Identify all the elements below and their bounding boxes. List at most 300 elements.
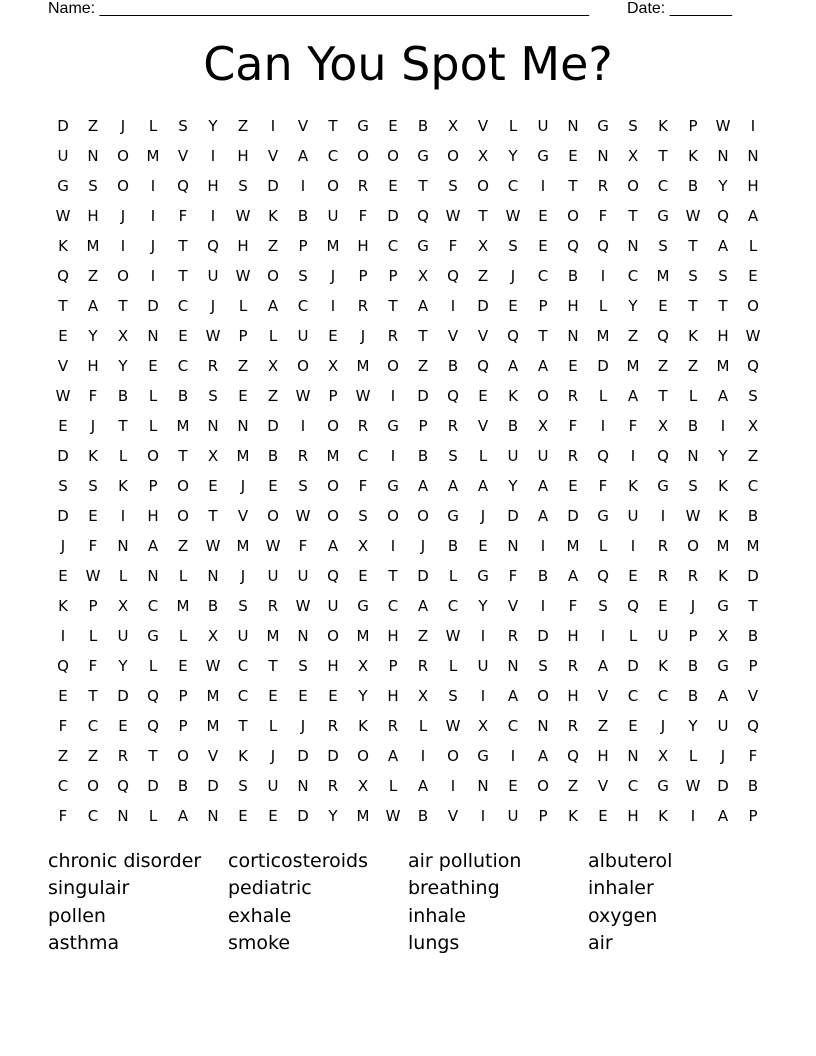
grid-letter: M	[236, 447, 250, 465]
grid-letter: X	[537, 417, 549, 435]
grid-letter: M	[206, 717, 220, 735]
grid-letter: H	[597, 747, 609, 765]
grid-letter: F	[568, 417, 578, 435]
grid-letter: W	[295, 387, 311, 405]
grid-letter: A	[627, 387, 639, 405]
grid-row	[48, 231, 768, 261]
grid-letter: I	[540, 177, 546, 195]
grid-letter: B	[417, 447, 429, 465]
grid-letter: K	[688, 327, 698, 345]
grid-letter: G	[597, 117, 609, 135]
grid-letter: L	[178, 627, 188, 645]
grid-letter: P	[748, 807, 758, 825]
grid-letter: D	[297, 747, 309, 765]
grid-letter: B	[747, 777, 759, 795]
word-list-item: inhaler	[588, 877, 654, 900]
grid-letter: S	[178, 117, 188, 135]
word-list-item: albuterol	[588, 850, 673, 872]
grid-letter: T	[118, 417, 128, 435]
grid-letter: D	[717, 777, 729, 795]
grid-letter: Z	[237, 117, 249, 135]
grid-letter: C	[297, 297, 309, 315]
grid-letter: F	[358, 207, 368, 225]
grid-letter: K	[658, 807, 668, 825]
grid-letter: F	[298, 537, 308, 555]
grid-letter: K	[718, 567, 728, 585]
grid-letter: X	[657, 417, 669, 435]
grid-letter: E	[748, 267, 758, 285]
grid-letter: E	[208, 477, 218, 495]
grid-letter: L	[148, 387, 158, 405]
grid-letter: H	[147, 507, 159, 525]
grid-letter: F	[448, 237, 458, 255]
grid-letter: Z	[417, 357, 429, 375]
grid-letter: V	[177, 147, 189, 165]
grid-letter: L	[598, 387, 608, 405]
grid-letter: S	[508, 237, 518, 255]
grid-letter: P	[418, 417, 428, 435]
grid-letter: Z	[657, 357, 669, 375]
grid-letter: T	[328, 117, 338, 135]
grid-letter: O	[567, 207, 579, 225]
grid-letter: W	[385, 807, 401, 825]
grid-letter: B	[177, 387, 189, 405]
grid-letter: W	[205, 327, 221, 345]
grid-letter: W	[685, 507, 701, 525]
grid-letter: Q	[147, 687, 159, 705]
grid-letter: H	[717, 327, 729, 345]
grid-letter: E	[58, 567, 68, 585]
grid-letter: Y	[628, 297, 638, 315]
grid-letter: P	[298, 237, 308, 255]
grid-letter: D	[57, 507, 69, 525]
grid-letter: D	[147, 297, 159, 315]
grid-letter: M	[566, 537, 580, 555]
grid-letter: A	[537, 357, 549, 375]
grid-letter: C	[387, 237, 399, 255]
grid-letter: Q	[447, 387, 459, 405]
grid-letter: E	[388, 177, 398, 195]
grid-letter: N	[567, 117, 579, 135]
grid-letter: H	[207, 177, 219, 195]
grid-letter: E	[328, 327, 338, 345]
grid-letter: H	[627, 807, 639, 825]
grid-letter: M	[746, 537, 760, 555]
grid-letter: O	[297, 357, 309, 375]
grid-letter: G	[417, 237, 429, 255]
grid-letter: Q	[117, 777, 129, 795]
grid-letter: M	[206, 687, 220, 705]
word-list-item: inhale	[408, 904, 466, 927]
grid-letter: I	[600, 417, 606, 435]
grid-letter: Y	[478, 597, 488, 615]
grid-letter: L	[268, 717, 278, 735]
grid-letter: I	[150, 177, 156, 195]
grid-letter: C	[447, 597, 459, 615]
grid-letter: J	[720, 747, 726, 765]
grid-letter: T	[88, 687, 98, 705]
grid-letter: D	[327, 747, 339, 765]
grid-letter: C	[327, 147, 339, 165]
grid-letter: I	[150, 207, 156, 225]
grid-letter: J	[270, 747, 276, 765]
grid-letter: D	[207, 777, 219, 795]
grid-letter: E	[298, 687, 308, 705]
grid-letter: A	[507, 357, 519, 375]
grid-letter: I	[210, 207, 216, 225]
grid-letter: O	[357, 747, 369, 765]
grid-letter: I	[120, 237, 126, 255]
grid-letter: V	[477, 417, 489, 435]
grid-letter: N	[147, 327, 159, 345]
grid-letter: C	[237, 687, 249, 705]
grid-letter: S	[238, 597, 248, 615]
grid-letter: R	[357, 177, 369, 195]
grid-letter: X	[747, 417, 759, 435]
grid-letter: G	[447, 507, 459, 525]
grid-letter: Y	[718, 447, 728, 465]
grid-letter: U	[627, 507, 639, 525]
grid-letter: C	[87, 717, 99, 735]
grid-letter: P	[88, 597, 98, 615]
grid-letter: L	[478, 447, 488, 465]
grid-letter: D	[267, 177, 279, 195]
grid-letter: Q	[597, 447, 609, 465]
grid-letter: I	[150, 267, 156, 285]
grid-letter: A	[387, 747, 399, 765]
grid-letter: T	[688, 237, 698, 255]
grid-letter: N	[477, 777, 489, 795]
grid-letter: O	[177, 747, 189, 765]
grid-letter: H	[567, 687, 579, 705]
grid-row	[48, 201, 768, 231]
grid-letter: S	[238, 177, 248, 195]
grid-letter: J	[150, 237, 156, 255]
grid-letter: X	[357, 657, 369, 675]
grid-letter: O	[327, 627, 339, 645]
grid-letter: F	[58, 807, 68, 825]
grid-letter: B	[747, 507, 759, 525]
grid-letter: K	[718, 507, 728, 525]
grid-letter: K	[58, 237, 68, 255]
grid-letter: G	[477, 747, 489, 765]
grid-letter: A	[507, 687, 519, 705]
grid-letter: C	[627, 687, 639, 705]
grid-letter: E	[628, 567, 638, 585]
grid-letter: M	[236, 537, 250, 555]
grid-letter: M	[86, 237, 100, 255]
grid-letter: Q	[657, 327, 669, 345]
grid-row	[48, 441, 768, 471]
grid-letter: I	[690, 807, 696, 825]
grid-letter: Y	[118, 357, 128, 375]
grid-letter: A	[267, 297, 279, 315]
grid-letter: S	[88, 177, 98, 195]
grid-letter: I	[450, 297, 456, 315]
grid-letter: K	[658, 657, 668, 675]
grid-letter: E	[478, 537, 488, 555]
grid-letter: X	[477, 147, 489, 165]
grid-letter: M	[716, 357, 730, 375]
grid-letter: I	[480, 687, 486, 705]
grid-letter: K	[718, 477, 728, 495]
grid-letter: D	[267, 417, 279, 435]
grid-letter: G	[387, 477, 399, 495]
grid-row	[48, 171, 768, 201]
grid-letter: Q	[567, 747, 579, 765]
grid-letter: C	[237, 657, 249, 675]
grid-letter: B	[177, 777, 189, 795]
grid-letter: N	[207, 567, 219, 585]
name-field-label: Name: _______________________________________________________	[48, 0, 589, 17]
grid-letter: S	[298, 657, 308, 675]
grid-letter: G	[477, 567, 489, 585]
grid-letter: G	[147, 627, 159, 645]
grid-letter: P	[748, 657, 758, 675]
grid-letter: Y	[718, 177, 728, 195]
word-list-item: oxygen	[588, 904, 658, 927]
grid-letter: T	[658, 387, 668, 405]
grid-letter: X	[417, 267, 429, 285]
word-list-item: lungs	[408, 931, 460, 954]
grid-letter: E	[538, 207, 548, 225]
grid-letter: K	[118, 477, 128, 495]
grid-letter: O	[117, 267, 129, 285]
grid-letter: I	[480, 627, 486, 645]
grid-letter: D	[507, 507, 519, 525]
grid-letter: W	[445, 207, 461, 225]
grid-letter: Z	[567, 777, 579, 795]
grid-letter: F	[748, 747, 758, 765]
grid-letter: I	[420, 747, 426, 765]
grid-letter: E	[628, 717, 638, 735]
grid-letter: F	[358, 477, 368, 495]
grid-letter: D	[57, 447, 69, 465]
grid-letter: Z	[237, 357, 249, 375]
grid-letter: L	[118, 567, 128, 585]
grid-letter: N	[147, 567, 159, 585]
grid-letter: E	[568, 477, 578, 495]
grid-letter: A	[717, 807, 729, 825]
grid-letter: M	[356, 357, 370, 375]
grid-letter: U	[297, 327, 309, 345]
grid-letter: C	[537, 267, 549, 285]
grid-letter: N	[627, 747, 639, 765]
grid-letter: S	[688, 267, 698, 285]
grid-letter: W	[445, 627, 461, 645]
grid-letter: T	[178, 237, 188, 255]
grid-letter: Z	[687, 357, 699, 375]
grid-letter: R	[327, 777, 339, 795]
grid-letter: U	[507, 447, 519, 465]
grid-letter: Z	[57, 747, 69, 765]
grid-letter: D	[57, 117, 69, 135]
grid-letter: U	[507, 807, 519, 825]
grid-letter: V	[477, 117, 489, 135]
grid-letter: C	[147, 597, 159, 615]
grid-letter: G	[717, 597, 729, 615]
grid-letter: G	[357, 117, 369, 135]
grid-letter: W	[685, 777, 701, 795]
grid-letter: J	[480, 507, 486, 525]
word-list-item: air	[588, 931, 613, 954]
grid-letter: Z	[87, 117, 99, 135]
grid-letter: I	[210, 147, 216, 165]
grid-letter: X	[417, 687, 429, 705]
grid-letter: N	[297, 627, 309, 645]
grid-letter: W	[205, 537, 221, 555]
grid-letter: L	[148, 117, 158, 135]
grid-letter: O	[327, 507, 339, 525]
grid-letter: Z	[177, 537, 189, 555]
grid-letter: S	[448, 687, 458, 705]
grid-letter: N	[117, 537, 129, 555]
grid-letter: L	[238, 297, 248, 315]
grid-letter: X	[447, 117, 459, 135]
grid-row	[48, 471, 768, 501]
grid-letter: J	[240, 477, 246, 495]
grid-letter: Z	[477, 267, 489, 285]
grid-row	[48, 801, 768, 831]
grid-letter: Q	[327, 567, 339, 585]
grid-letter: G	[657, 777, 669, 795]
grid-letter: L	[688, 747, 698, 765]
grid-letter: K	[688, 147, 698, 165]
grid-letter: Q	[717, 207, 729, 225]
grid-letter: T	[58, 297, 68, 315]
word-search-grid	[48, 111, 768, 831]
grid-letter: B	[297, 207, 309, 225]
grid-row	[48, 321, 768, 351]
grid-letter: T	[628, 207, 638, 225]
grid-letter: C	[57, 777, 69, 795]
grid-letter: J	[330, 267, 336, 285]
word-list-item: air pollution	[408, 850, 522, 872]
grid-letter: E	[478, 387, 488, 405]
grid-letter: J	[90, 417, 96, 435]
grid-row	[48, 651, 768, 681]
word-list-item: chronic disorder	[48, 850, 202, 872]
grid-letter: G	[597, 507, 609, 525]
grid-row	[48, 681, 768, 711]
grid-letter: U	[477, 657, 489, 675]
grid-letter: U	[117, 627, 129, 645]
grid-letter: A	[477, 477, 489, 495]
grid-letter: D	[387, 207, 399, 225]
grid-letter: Y	[688, 717, 698, 735]
grid-letter: M	[626, 357, 640, 375]
grid-letter: X	[117, 327, 129, 345]
grid-letter: N	[237, 417, 249, 435]
grid-letter: H	[87, 357, 99, 375]
word-list	[48, 848, 768, 957]
grid-letter: T	[568, 177, 578, 195]
grid-letter: P	[538, 807, 548, 825]
grid-letter: C	[627, 267, 639, 285]
grid-letter: O	[627, 177, 639, 195]
grid-letter: D	[417, 567, 429, 585]
grid-letter: V	[207, 747, 219, 765]
grid-letter: A	[537, 507, 549, 525]
grid-letter: U	[657, 627, 669, 645]
grid-letter: A	[447, 477, 459, 495]
grid-letter: M	[656, 267, 670, 285]
grid-letter: O	[357, 147, 369, 165]
grid-letter: U	[267, 567, 279, 585]
grid-letter: P	[238, 327, 248, 345]
grid-letter: X	[477, 717, 489, 735]
grid-letter: B	[747, 627, 759, 645]
grid-letter: F	[178, 207, 188, 225]
grid-letter: R	[207, 357, 219, 375]
grid-letter: T	[118, 297, 128, 315]
grid-letter: O	[267, 267, 279, 285]
grid-letter: L	[118, 447, 128, 465]
grid-letter: D	[417, 387, 429, 405]
grid-letter: M	[176, 417, 190, 435]
grid-letter: O	[687, 537, 699, 555]
grid-letter: Y	[208, 117, 218, 135]
grid-letter: T	[748, 597, 758, 615]
grid-letter: R	[387, 327, 399, 345]
grid-letter: X	[267, 357, 279, 375]
grid-letter: N	[507, 537, 519, 555]
grid-row	[48, 501, 768, 531]
grid-letter: A	[417, 297, 429, 315]
grid-letter: Q	[747, 717, 759, 735]
grid-letter: Z	[267, 387, 279, 405]
grid-letter: J	[300, 717, 306, 735]
grid-letter: A	[597, 657, 609, 675]
grid-letter: Z	[597, 717, 609, 735]
grid-letter: P	[388, 267, 398, 285]
grid-letter: H	[357, 237, 369, 255]
grid-letter: J	[420, 537, 426, 555]
grid-letter: T	[478, 207, 488, 225]
grid-letter: E	[538, 237, 548, 255]
grid-letter: J	[690, 597, 696, 615]
grid-letter: W	[235, 267, 251, 285]
grid-letter: D	[117, 687, 129, 705]
grid-letter: T	[658, 147, 668, 165]
grid-letter: Z	[87, 747, 99, 765]
grid-letter: M	[146, 147, 160, 165]
grid-letter: Q	[207, 237, 219, 255]
grid-letter: G	[657, 477, 669, 495]
grid-letter: U	[207, 267, 219, 285]
grid-letter: R	[507, 627, 519, 645]
grid-letter: Z	[627, 327, 639, 345]
grid-letter: R	[417, 657, 429, 675]
grid-letter: V	[267, 147, 279, 165]
grid-letter: A	[747, 207, 759, 225]
grid-letter: N	[567, 327, 579, 345]
grid-letter: V	[747, 687, 759, 705]
grid-letter: I	[600, 267, 606, 285]
grid-letter: E	[178, 657, 188, 675]
grid-row	[48, 591, 768, 621]
grid-letter: U	[297, 567, 309, 585]
grid-letter: C	[177, 297, 189, 315]
grid-letter: V	[237, 507, 249, 525]
grid-letter: Q	[447, 267, 459, 285]
grid-letter: Q	[747, 357, 759, 375]
grid-letter: O	[327, 177, 339, 195]
grid-letter: B	[567, 267, 579, 285]
grid-letter: A	[177, 807, 189, 825]
grid-letter: A	[717, 237, 729, 255]
grid-letter: N	[507, 657, 519, 675]
